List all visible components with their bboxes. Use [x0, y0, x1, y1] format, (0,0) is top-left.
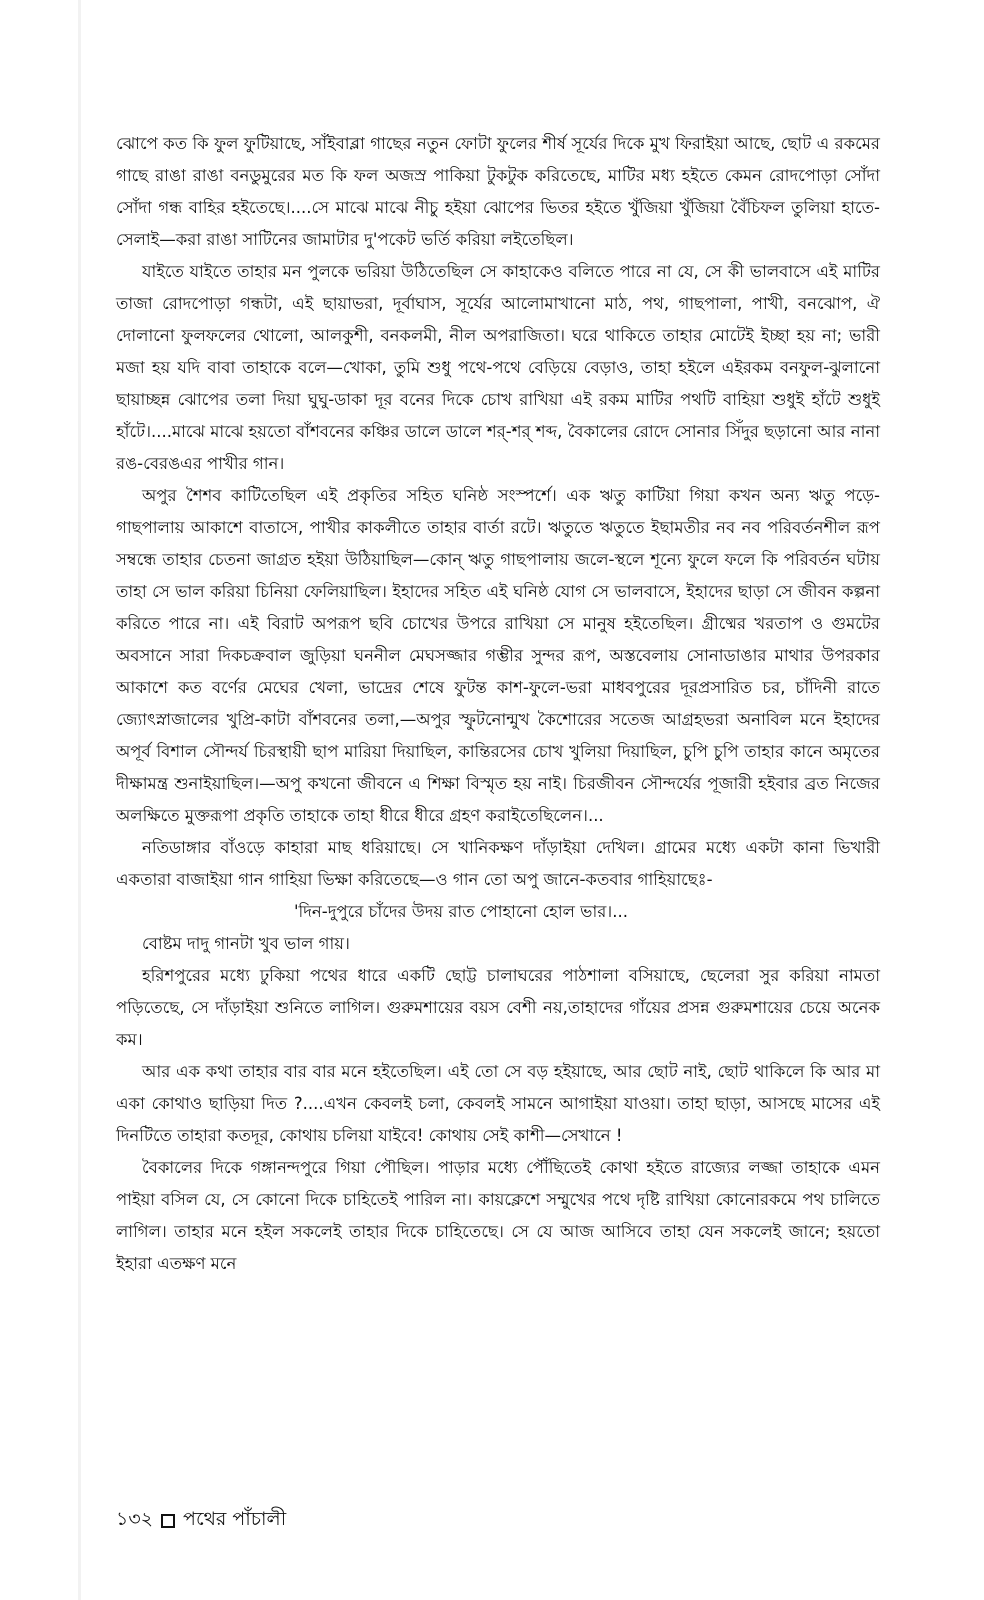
page-body	[116, 128, 880, 1280]
paragraph-2: যাইতে যাইতে তাহার মন পুলকে ভরিয়া উঠিতেছিল সে কাহাকেও বলিতে পারে না যে, সে কী ভালবাসে এই মাটির তাজা রোদপোড়া গন্ধটা, এই ছায়াভরা, দূর্বাঘাস, সূর্যের আলোমাখানো মাঠ, পথ, গাছপালা, পাখী, বনঝোপ, ঐ দোলানো ফুলফলের থোলো, আলকুশী, বনকলমী, নীল অপরাজিতা। ঘরে থাকিতে তাহার মোটেই ইচ্ছা হয় না; ভারী মজা হয় যদি বাবা তাহাকে বলে—খোকা, তুমি শুধু পথে-পথে বেড়িয়ে বেড়াও, তাহা হইলে এইরকম বনফুল-ঝুলানো ছায়াচ্ছন্ন ঝোপের তলা দিয়া ঘুঘু-ডাকা দূর বনের দিকে চোখ রাখিয়া এই রকম মাটির পথটি বাহিয়া শুধুই হাঁটে শুধুই হাঁটে।....মাঝে মাঝে হয়তো বাঁশবনের কঞ্চির ডালে ডালে শর্-শর্ শব্দ, বৈকালের রোদে সোনার সিঁদুর ছড়ানো আর নানা রঙ-বেরঙএর পাখীর গান।	[116, 262, 881, 473]
paragraph-3: অপুর শৈশব কাটিতেছিল এই প্রকৃতির সহিত ঘনিষ্ঠ সংস্পর্শে। এক ঋতু কাটিয়া গিয়া কখন অন্য ঋতু পড়ে-গাছপালায় আকাশে বাতাসে, পাখীর কাকলীতে তাহার বার্তা রটে। ঋতুতে ঋতুতে ইছামতীর নব নব পরিবর্তনশীল রূপ সম্বন্ধে তাহার চেতনা জাগ্রত হইয়া উঠিয়াছিল—কোন্ ঋতু গাছপালায় জলে-স্থলে শূন্যে ফুলে ফলে কি পরিবর্তন ঘটায় তাহা সে ভাল করিয়া চিনিয়া ফেলিয়াছিল। ইহাদের সহিত এই ঘনিষ্ঠ যোগ সে ভালবাসে, ইহাদের ছাড়া সে জীবন কল্পনা করিতে পারে না। এই বিরাট অপরূপ ছবি চোখের উপরে রাখিয়া সে মানুষ হইতেছিল। গ্রীষ্মের খরতাপ ও গুমটের অবসানে সারা দিকচক্রবাল জুড়িয়া ঘননীল মেঘসজ্জার গম্ভীর সুন্দর রূপ, অস্তবেলায় সোনাডাঙার মাথার উপরকার আকাশে কত বর্ণের মেঘের খেলা, ভাদ্রের শেষে ফুটন্ত কাশ-ফুলে-ভরা মাধবপুরের দূরপ্রসারিত চর, চাঁদিনী রাতে জ্যোৎস্নাজালের খুপ্রি-কাটা বাঁশবনের তলা,—অপুর স্ফুটনোন্মুখ কৈশোরের সতেজ আগ্রহভরা অনাবিল মনে ইহাদের অপূর্ব বিশাল সৌন্দর্য চিরস্থায়ী ছাপ মারিয়া দিয়াছিল, কান্তিরসের চোখ খুলিয়া দিয়াছিল, চুপি চুপি তাহার কানে অমৃতের দীক্ষামন্ত্র শুনাইয়াছিল।—অপু কখনো জীবনে এ শিক্ষা বিস্মৃত হয় নাই। চিরজীবন সৌন্দর্যের পূজারী হইবার ব্রত নিজের অলক্ষিতে মুক্তরূপা প্রকৃতি তাহাকে তাহা ধীরে ধীরে গ্রহণ করাইতেছিলেন।...	[116, 486, 880, 825]
page-number: ১৩২	[116, 1508, 154, 1530]
paragraph-5: বোষ্টম দাদু গানটা খুব ভাল গায়।	[142, 934, 350, 953]
paragraph-4: নতিডাঙ্গার বাঁওড়ে কাহারা মাছ ধরিয়াছে। সে খানিকক্ষণ দাঁড়াইয়া দেখিল। গ্রামের মধ্যে একটা কানা ভিখারী একতারা বাজাইয়া গান গাহিয়া ভিক্ষা করিতেছে—ও গান তো অপু জানে-কতবার গাহিয়াছেঃ-	[116, 838, 880, 889]
paragraph-1: ঝোপে কত কি ফুল ফুটিয়াছে, সাঁইবাব্লা গাছের নতুন ফোটা ফুলের শীর্ষ সূর্যের দিকে মুখ ফিরাইয়া আছে, ছোট এ রকমের গাছে রাঙা রাঙা বনডুমুরের মত কি ফল অজস্র পাকিয়া টুকটুক করিতেছে, মাটির মধ্য হইতে কেমন রোদপোড়া সোঁদা সোঁদা গন্ধ বাহির হইতেছে।....সে মাঝে মাঝে নীচু হইয়া ঝোপের ভিতর হইতে খুঁজিয়া খুঁজিয়া বৈঁচিফল তুলিয়া হাতে-সেলাই—করা রাঙা সাটিনের জামাটার দু'পকেট ভর্তি করিয়া লইতেছিল।	[116, 134, 880, 249]
paragraph-7: আর এক কথা তাহার বার বার মনে হইতেছিল। এই তো সে বড় হইয়াছে, আর ছোট নাই, ছোট থাকিলে কি আর মা একা কোথাও ছাড়িয়া দিত ?....এখন কেবলই চলা, কেবলই সামনে আগাইয়া যাওয়া। তাহা ছাড়া, আসছে মাসের এই দিনটিতে তাহারা কতদূর, কোথায় চলিয়া যাইবে! কোথায় সেই কাশী—সেখানে !	[116, 1062, 880, 1145]
paragraph-6: হরিশপুরের মধ্যে ঢুকিয়া পথের ধারে একটি ছোট্ট চালাঘরের পাঠশালা বসিয়াছে, ছেলেরা সুর করিয়া নামতা পড়িতেছে, সে দাঁড়াইয়া শুনিতে লাগিল। গুরুমশায়ের বয়স বেশী নয়,তাহাদের গাঁয়ের প্রসন্ন গুরুমশায়ের চেয়ে অনেক কম।	[116, 966, 880, 1049]
square-separator-icon	[161, 1514, 175, 1528]
book-title: পথের পাঁচালী	[183, 1508, 287, 1530]
paragraph-8: বৈকালের দিকে গঙ্গানন্দপুরে গিয়া পৌছিল। পাড়ার মধ্যে পৌঁছিতেই কোথা হইতে রাজ্যের লজ্জা তাহাকে এমন পাইয়া বসিল যে, সে কোনো দিকে চাহিতেই পারিল না। কায়ক্লেশে সম্মুখের পথে দৃষ্টি রাখিয়া কোনোরকমে পথ চালিতে লাগিল। তাহার মনে হইল সকলেই তাহার দিকে চাহিতেছে। সে যে আজ আসিবে তাহা যেন সকলেই জানে; হয়তো ইহারা এতক্ষণ মনে	[116, 1158, 880, 1273]
page-gutter-shadow	[78, 0, 81, 1600]
song-quote: 'দিন-দুপুরে চাঁদের উদয় রাত পোহানো হোল ভার।...	[294, 902, 628, 921]
page-footer	[116, 1505, 286, 1537]
